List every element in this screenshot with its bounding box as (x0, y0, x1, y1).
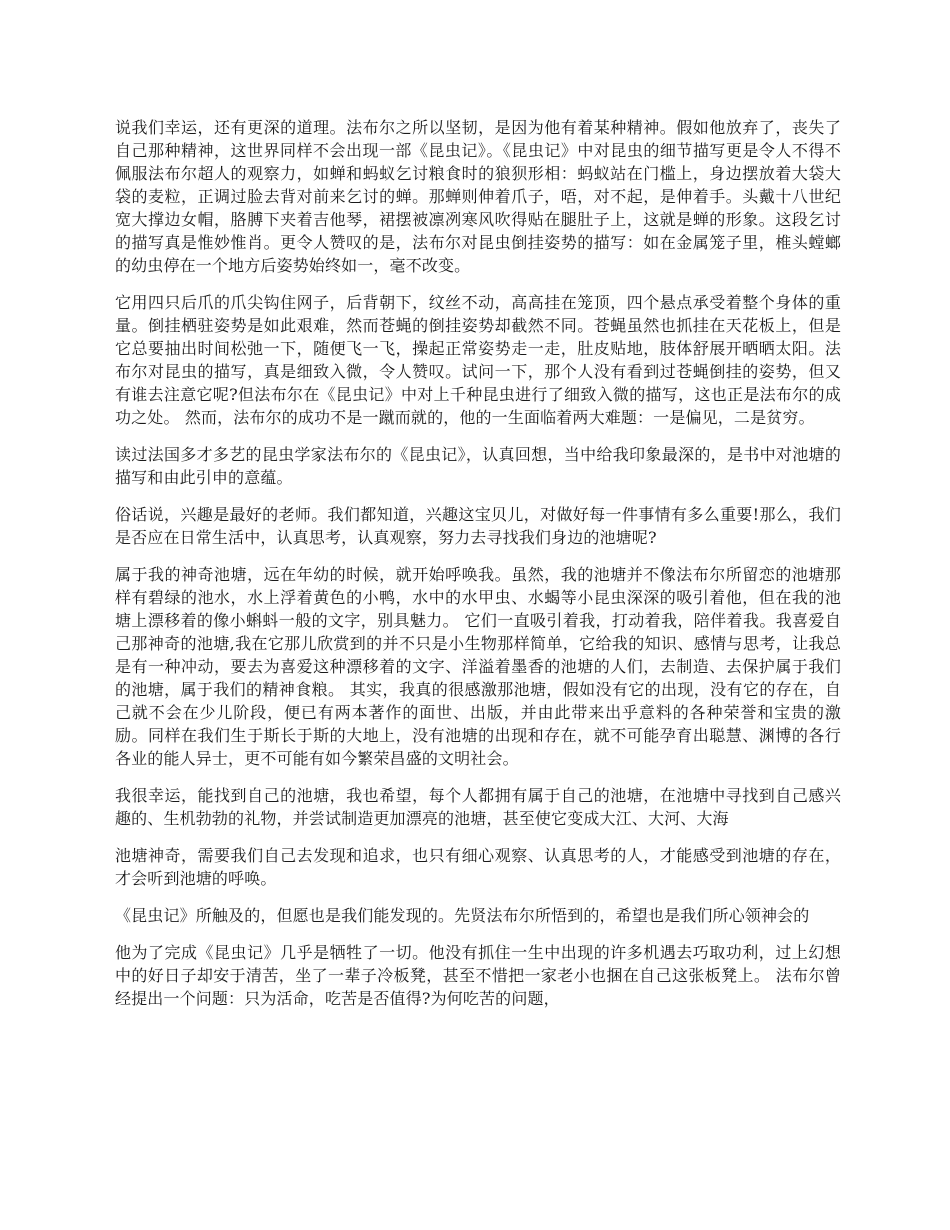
paragraph: 我很幸运，能找到自己的池塘，我也希望，每个人都拥有属于自己的池塘，在池塘中寻找到自己感兴趣的、生机勃勃的礼物，并尝试制造更加漂亮的池塘，甚至使它变成大江、大河、大海 (115, 786, 841, 828)
paragraph: 池塘神奇，需要我们自己去发现和追求，也只有细心观察、认真思考的人，才能感受到池塘的存在，才会听到池塘的呼唤。 (115, 846, 841, 888)
paragraph: 说我们幸运，还有更深的道理。法布尔之所以坚韧，是因为他有着某种精神。假如他放弃了，丧失了自己那种精神，这世界同样不会出现一部《昆虫记》。《昆虫记》中对昆虫的细节描写更是令人不得不佩服法布尔超人的观察力，如蝉和蚂蚁乞讨粮食时的狼狈形相：蚂蚁站在门槛上，身边摆放着大袋大袋的麦粒，正调过脸去背对前来乞讨的蝉。那蝉则伸着爪子，唔，对不起，是伸着手。头戴十八世纪宽大撑边女帽，胳膊下夹着吉他琴，裙摆被凛冽寒风吹得贴在腿肚子上，这就是蝉的形象。这段乞讨的描写真是惟妙惟肖。更令人赞叹的是，法布尔对昆虫倒挂姿势的描写：如在金属笼子里，椎头螳螂的幼虫停在一个地方后姿势始终如一，毫不改变。 (115, 118, 841, 275)
document-body (115, 116, 841, 1024)
paragraph: 《昆虫记》所触及的，但愿也是我们能发现的。先贤法布尔所悟到的，希望也是我们所心领神会的 (115, 906, 810, 925)
paragraph: 他为了完成《昆虫记》几乎是牺牲了一切。他没有抓住一生中出现的许多机遇去巧取功利，过上幻想中的好日子却安于清苦，坐了一辈子冷板凳，甚至不惜把一家老小也捆在自己这张板凳上。 法布尔曾经提出一个问题：只为活命，吃苦是否值得?为何吃苦的问题， (115, 943, 841, 1008)
paragraph: 读过法国多才多艺的昆虫学家法布尔的《昆虫记》，认真回想，当中给我印象最深的，是书中对池塘的描写和由此引申的意蕴。 (115, 445, 841, 487)
paragraph: 它用四只后爪的爪尖钩住网子，后背朝下，纹丝不动，高高挂在笼顶，四个悬点承受着整个身体的重量。倒挂栖驻姿势是如此艰难，然而苍蝇的倒挂姿势却截然不同。苍蝇虽然也抓挂在天花板上，但是它总要抽出时间松弛一下，随便飞一飞，操起正常姿势走一走，肚皮贴地，肢体舒展开晒晒太阳。法布尔对昆虫的描写，真是细致入微，令人赞叹。试问一下，那个人没有看到过苍蝇倒挂的姿势，但又有谁去注意它呢?但法布尔在《昆虫记》中对上千种昆虫进行了细致入微的描写，这也正是法布尔的成功之处。 然而，法布尔的成功不是一蹴而就的，他的一生面临着两大难题：一是偏见，二是贫穷。 (115, 293, 841, 427)
paragraph: 俗话说，兴趣是最好的老师。我们都知道，兴趣这宝贝儿，对做好每一件事情有多么重要!那么，我们是否应在日常生活中，认真思考，认真观察，努力去寻找我们身边的池塘呢? (115, 505, 841, 547)
paragraph: 属于我的神奇池塘，远在年幼的时候，就开始呼唤我。虽然，我的池塘并不像法布尔所留恋的池塘那样有碧绿的池水，水上浮着黄色的小鸭，水中的水甲虫、水蝎等小昆虫深深的吸引着他，但在我的池塘上漂移着的像小蝌蚪一般的文字，别具魅力。 它们一直吸引着我，打动着我，陪伴着我。我喜爱自己那神奇的池塘,我在它那儿欣赏到的并不只是小生物那样简单，它给我的知识、感情与思考，让我总是有一种冲动，要去为喜爱这种漂移着的文字、洋溢着墨香的池塘的人们，去制造、去保护属于我们的池塘，属于我们的精神食粮。 其实，我真的很感激那池塘，假如没有它的出现，没有它的存在，自己就不会在少儿阶段，便已有两本著作的面世、出版，并由此带来出乎意料的各种荣誉和宝贵的激励。同样在我们生于斯长于斯的大地上，没有池塘的出现和存在，就不可能孕育出聪慧、渊博的各行各业的能人异士，更不可能有如今繁荣昌盛的文明社会。 (115, 565, 841, 768)
